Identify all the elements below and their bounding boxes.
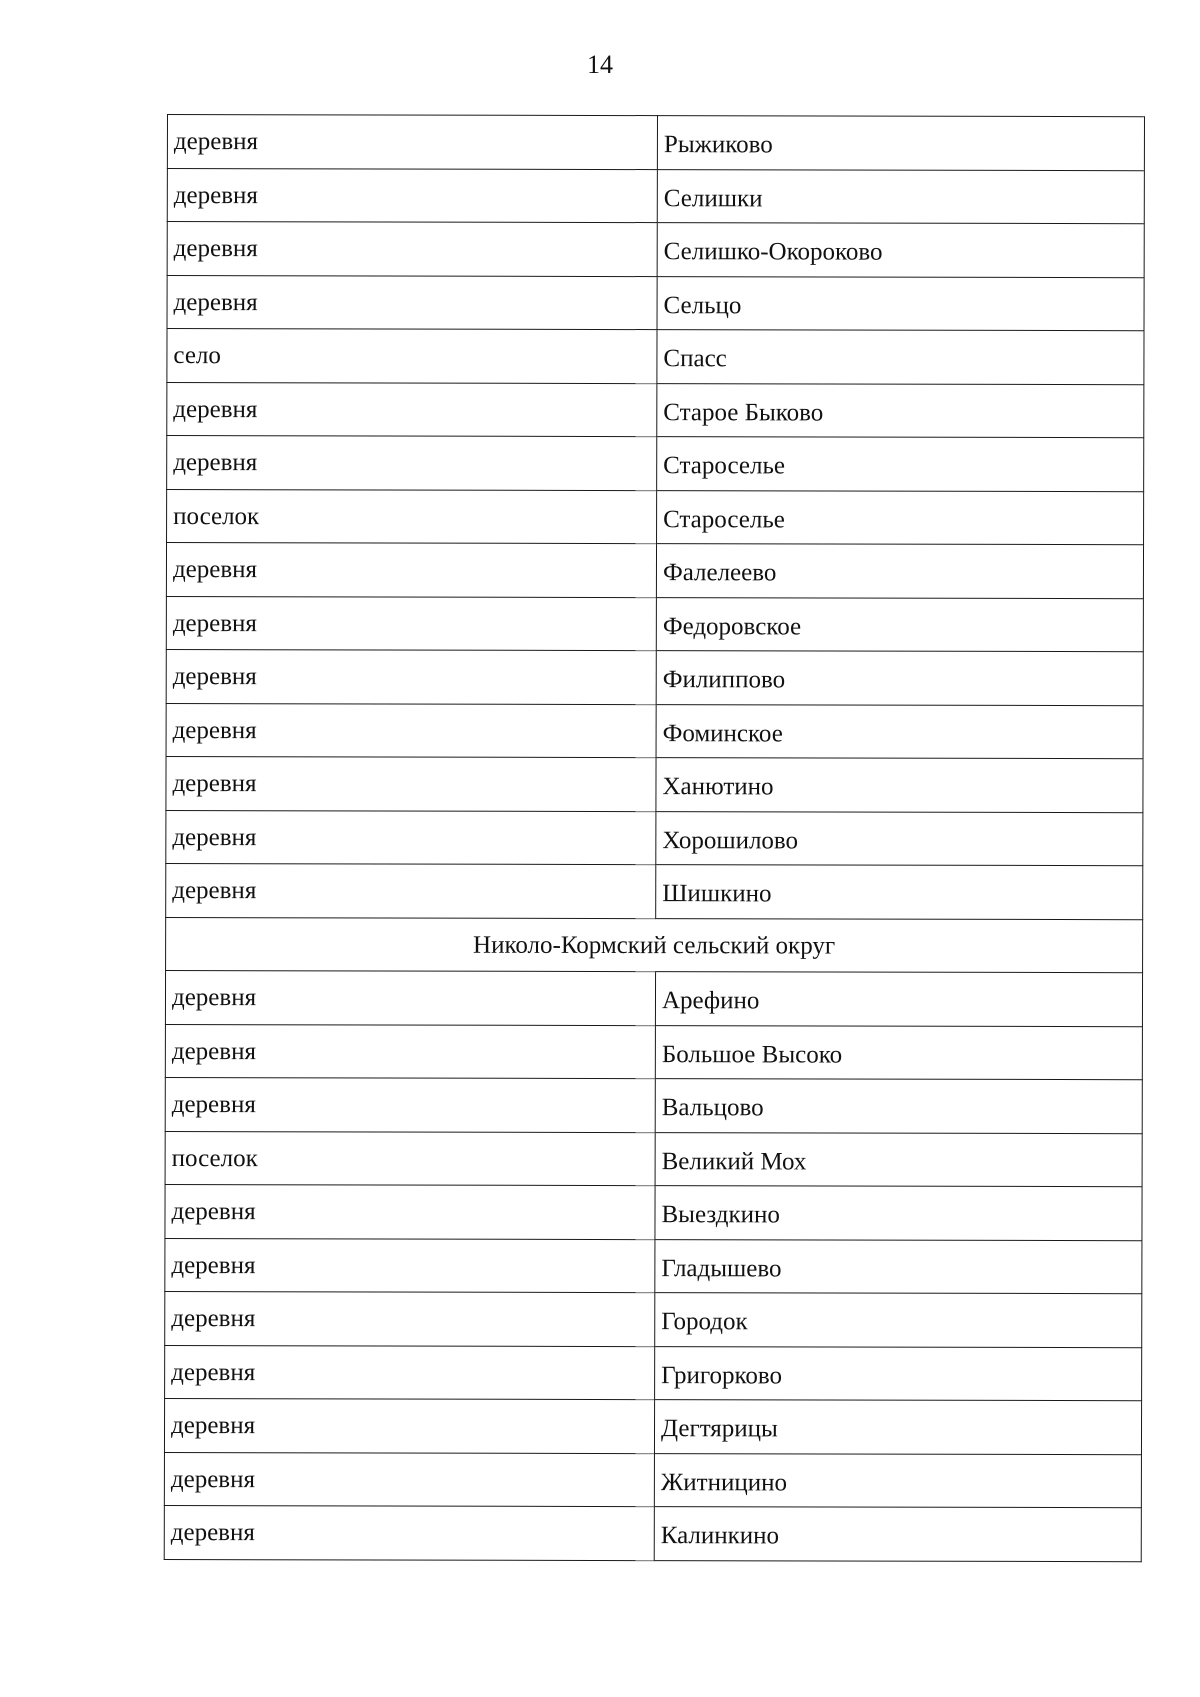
table-row <box>167 382 1144 438</box>
table-row <box>166 649 1143 705</box>
table-row <box>165 1077 1142 1133</box>
settlement-type-cell: деревня <box>167 275 657 330</box>
settlement-name-cell: Филиппово <box>656 651 1143 706</box>
table-row <box>166 810 1143 866</box>
settlement-type-cell: деревня <box>166 756 656 811</box>
table-row <box>166 543 1143 599</box>
settlement-type-cell: деревня <box>165 1291 655 1346</box>
table-row <box>165 1024 1142 1080</box>
settlement-type-cell: деревня <box>164 1398 654 1453</box>
settlement-name-cell: Гладышево <box>655 1239 1142 1294</box>
settlement-type-cell: деревня <box>165 970 655 1025</box>
settlement-name-cell: Великий Мох <box>655 1132 1142 1187</box>
table-row <box>167 222 1144 278</box>
settlement-name-cell: Селишки <box>657 169 1144 224</box>
section-title: Николо-Кормский сельский округ <box>166 917 1143 973</box>
settlement-type-cell: поселок <box>167 489 657 544</box>
settlement-type-cell: деревня <box>164 1452 654 1507</box>
table-row <box>167 168 1144 224</box>
settlements-table-body <box>164 115 1144 1562</box>
settlement-type-cell: деревня <box>166 543 656 598</box>
settlement-type-cell: деревня <box>165 1345 655 1400</box>
settlement-name-cell: Фалелеево <box>656 544 1143 599</box>
settlement-type-cell: деревня <box>167 168 657 223</box>
settlement-name-cell: Житницино <box>654 1453 1141 1508</box>
settlement-name-cell: Федоровское <box>656 597 1143 652</box>
table-row <box>164 1398 1141 1454</box>
table-row <box>165 1291 1142 1347</box>
settlement-type-cell: деревня <box>167 222 657 277</box>
settlement-type-cell: деревня <box>165 1238 655 1293</box>
table-row <box>167 275 1144 331</box>
settlement-type-cell: деревня <box>164 1505 654 1560</box>
settlement-name-cell: Староселье <box>657 437 1144 492</box>
table-row <box>167 489 1144 545</box>
table-row <box>166 596 1143 652</box>
settlement-type-cell: деревня <box>165 1024 655 1079</box>
table-row <box>165 1131 1142 1187</box>
table-row <box>165 1345 1142 1401</box>
settlement-type-cell: деревня <box>166 863 656 918</box>
settlement-name-cell: Городок <box>655 1293 1142 1348</box>
table-row <box>164 1452 1141 1508</box>
settlement-name-cell: Выездкино <box>655 1186 1142 1241</box>
table-row <box>167 115 1144 171</box>
table-row <box>166 756 1143 812</box>
table-row <box>164 1505 1141 1561</box>
settlement-type-cell: деревня <box>167 382 657 437</box>
table-row <box>167 329 1144 385</box>
table-row <box>166 863 1143 919</box>
settlement-name-cell: Селишко-Окороково <box>657 223 1144 278</box>
settlement-name-cell: Ханютино <box>656 758 1143 813</box>
settlement-name-cell: Старое Быково <box>657 383 1144 438</box>
settlement-type-cell: деревня <box>167 436 657 491</box>
settlement-name-cell: Шишкино <box>656 865 1143 920</box>
settlement-type-cell: деревня <box>166 596 656 651</box>
settlement-type-cell: деревня <box>165 1077 655 1132</box>
settlement-name-cell: Большое Высоко <box>655 1025 1142 1080</box>
page-number: 14 <box>587 50 613 79</box>
settlement-name-cell: Спасс <box>657 330 1144 385</box>
settlement-name-cell: Рыжиково <box>657 116 1144 171</box>
table-row <box>165 1184 1142 1240</box>
settlement-type-cell: село <box>167 329 657 384</box>
settlement-name-cell: Арефино <box>655 972 1142 1027</box>
settlement-type-cell: деревня <box>167 115 657 170</box>
section-header-row <box>166 917 1143 973</box>
table-row <box>166 703 1143 759</box>
settlement-type-cell: деревня <box>166 810 656 865</box>
settlement-type-cell: деревня <box>165 1184 655 1239</box>
settlement-name-cell: Вальцово <box>655 1079 1142 1134</box>
settlements-table <box>164 114 1145 1562</box>
settlement-name-cell: Сельцо <box>657 276 1144 331</box>
settlement-type-cell: поселок <box>165 1131 655 1186</box>
table-row <box>167 436 1144 492</box>
settlement-name-cell: Калинкино <box>654 1507 1141 1562</box>
settlement-type-cell: деревня <box>166 649 656 704</box>
settlement-name-cell: Староселье <box>657 490 1144 545</box>
settlement-type-cell: деревня <box>166 703 656 758</box>
settlement-name-cell: Дегтярицы <box>654 1400 1141 1455</box>
table-row <box>165 1238 1142 1294</box>
settlement-name-cell: Григорково <box>655 1346 1142 1401</box>
settlement-name-cell: Хорошилово <box>656 811 1143 866</box>
settlement-name-cell: Фоминское <box>656 704 1143 759</box>
table-row <box>165 970 1142 1026</box>
